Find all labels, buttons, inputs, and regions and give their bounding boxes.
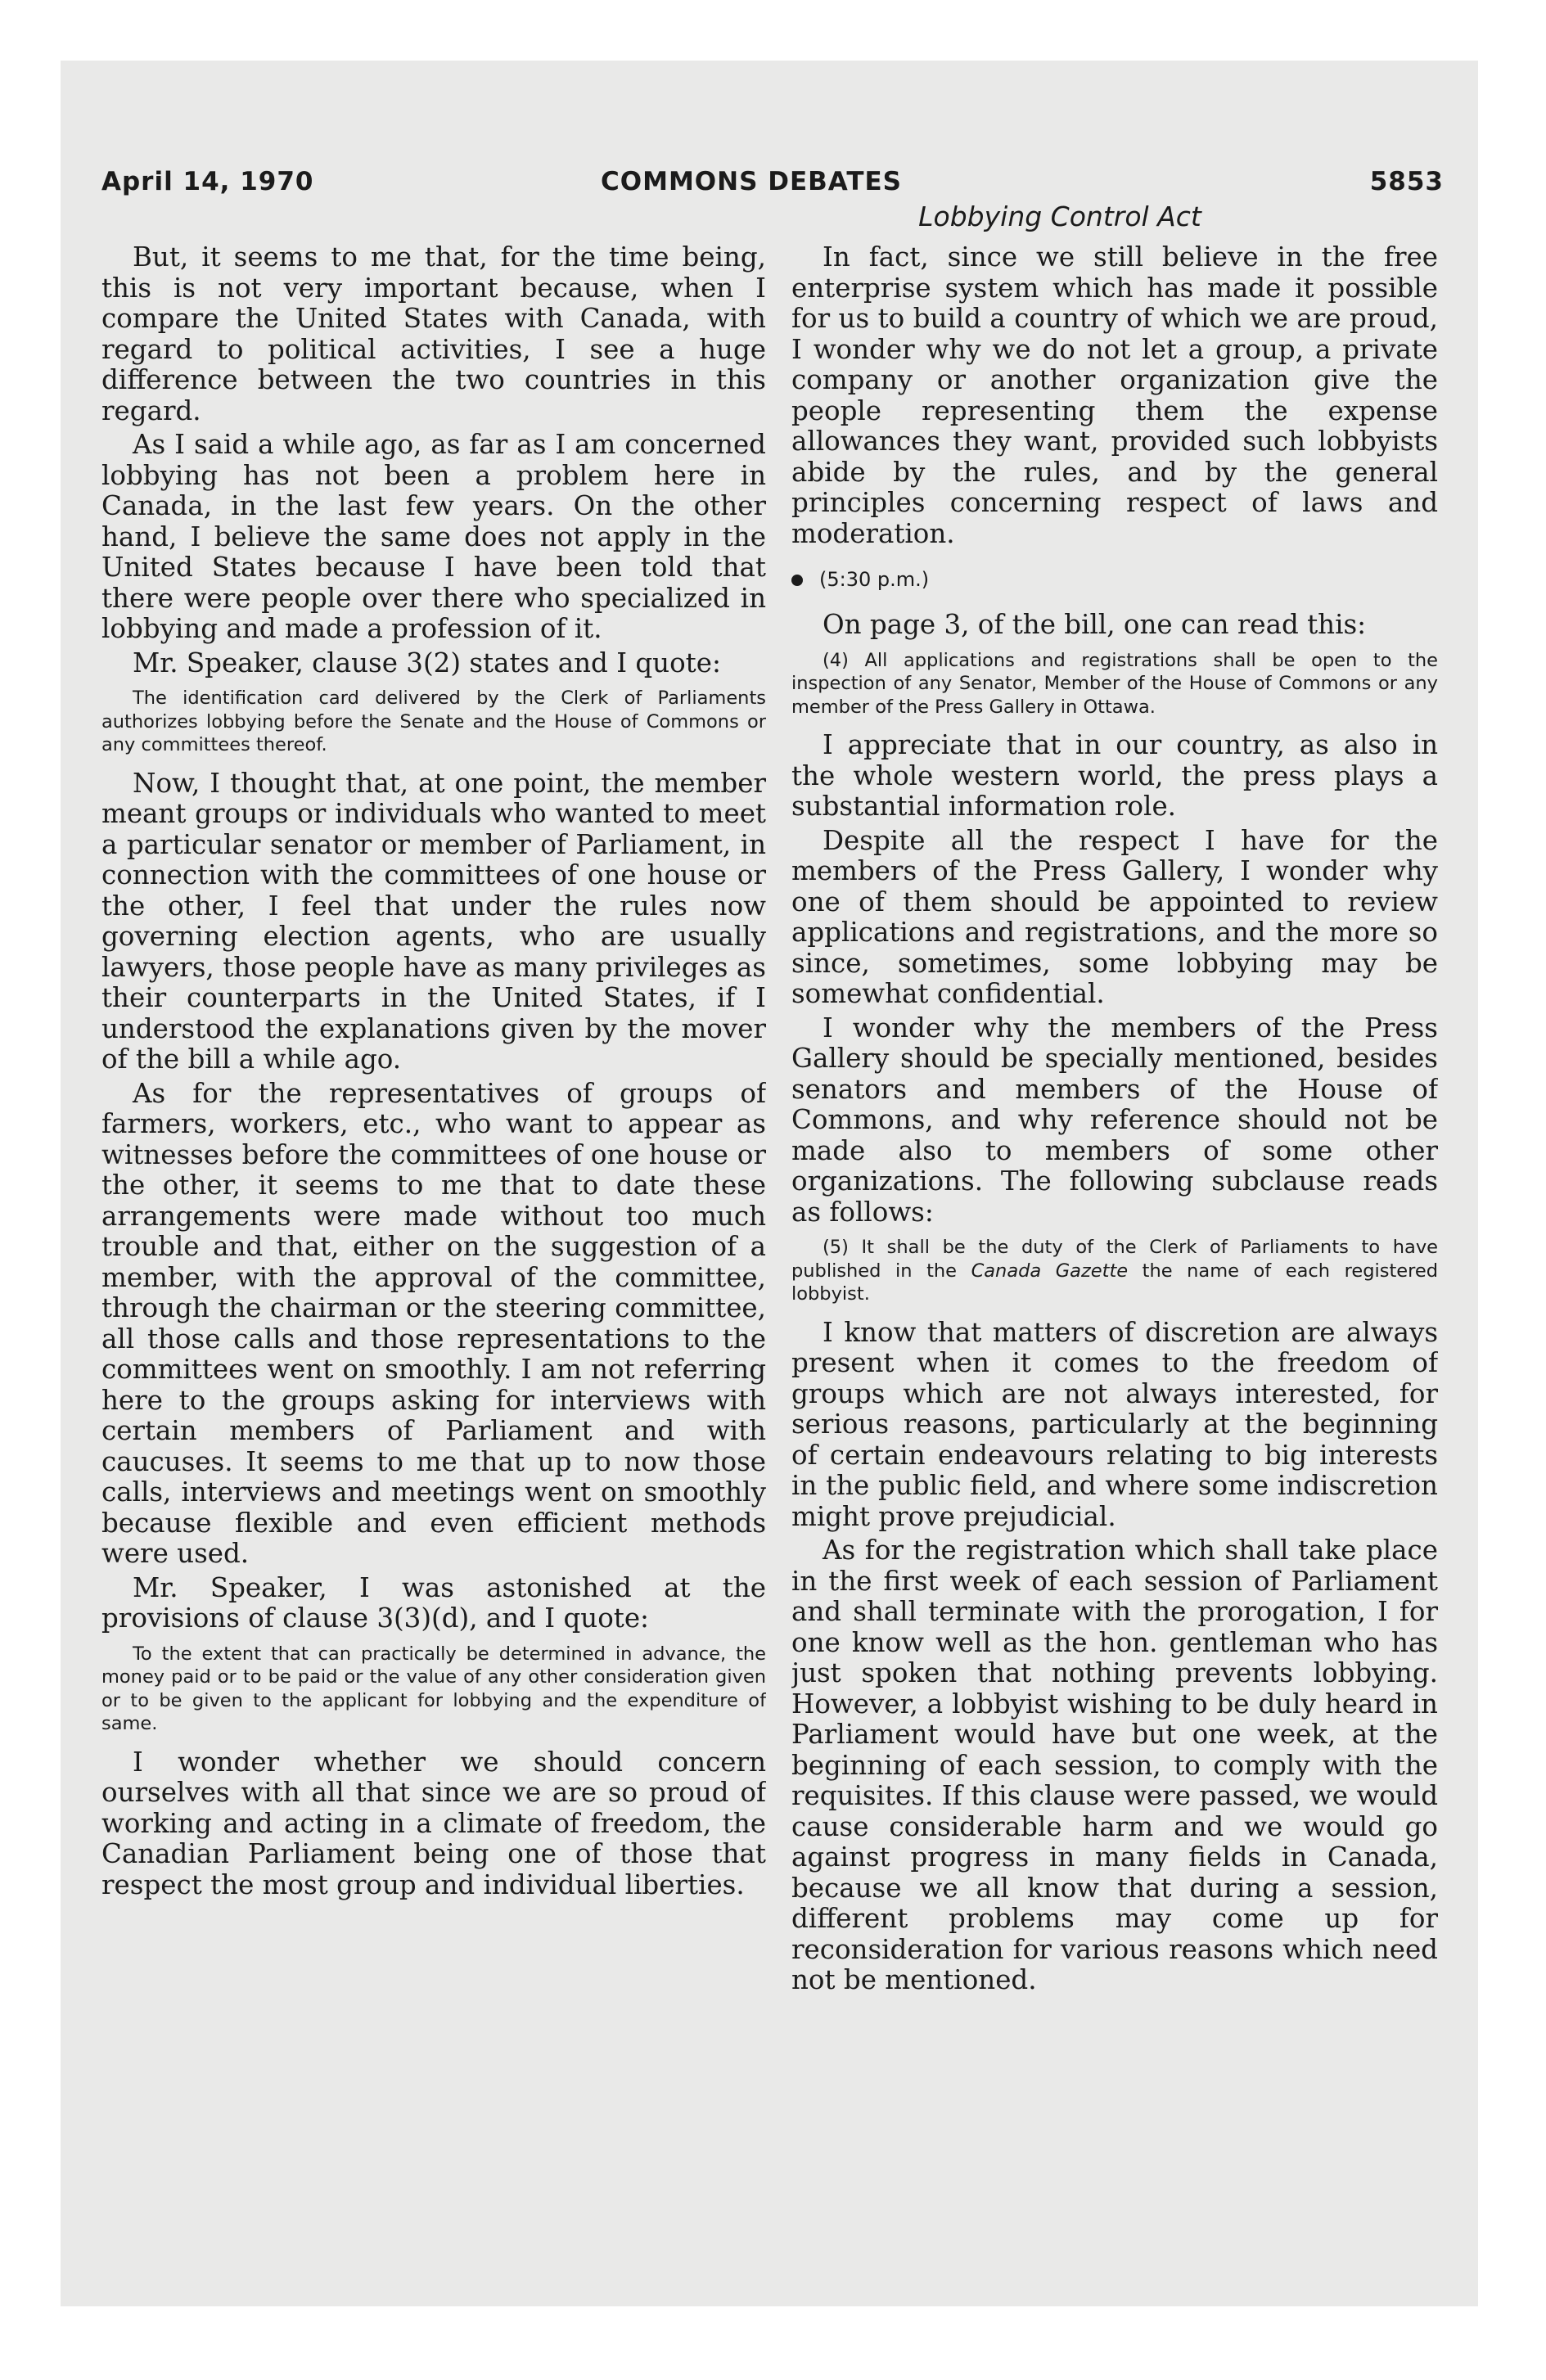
paragraph: Mr. Speaker, clause 3(2) states and I quote: (133, 647, 721, 678)
paragraph: I wonder why the members of the Press Gallery should be specially mentioned, besides senators and members of the House of Commons, and why reference should not be made also to members of some other organizations. The following subclause reads as follows: (791, 1012, 1438, 1228)
page-number: 5853 (1369, 167, 1444, 196)
paragraph: In fact, since we still believe in the free enterprise system which has made it possible for us to build a country of which we are proud, I wonder why we do not let a group, a private company or another organization give the people representing them the expense allowances they want, provided such lobbyists abide by the rules, and by the general principles concerning respect of laws and moderation. (791, 242, 1438, 549)
header-date: April 14, 1970 (101, 167, 314, 196)
paragraph: I know that matters of discretion are always present when it comes to the freedom of groups which are not always interested, for serious reasons, particularly at the beginning of certain endeavours relating to big interests in the public field, and where some indiscretion might prove prejudicial. (791, 1316, 1438, 1532)
quoted-clause (791, 1236, 1438, 1306)
paragraph: As I said a while ago, as far as I am concerned lobbying has not been a problem here in Canada, in the last few years. On the other hand, I believe the same does not apply in the United States because I have been told that there were people over there who specialized in lobbying and made a profession of it. (101, 429, 766, 644)
right-column (791, 242, 1438, 2092)
paragraph: I appreciate that in our country, as also in the whole western world, the press plays a substantial information role. (791, 729, 1438, 822)
paragraph: Now, I thought that, at one point, the member meant groups or individuals who wanted to meet a particular senator or member of Parliament, in connection with the committees of one house or the other, I feel that under the rules now governing election agents, who are usually lawyers, those people have as many privileges as their counterparts in the United States, if I understood the explanations given by the mover of the bill a while ago. (101, 767, 766, 1075)
bullet-icon (791, 575, 803, 586)
quote-text: (5) It shall be the duty of the Clerk of Parliaments to have published in the (791, 1237, 1438, 1282)
publication-title: Canada Gazette (971, 1260, 1129, 1282)
left-column (101, 242, 766, 2092)
quoted-clause: (4) All applications and registrations shall be open to the inspection of any Senator, Member of the House of Commons or any member of the Press Gallery in Ottawa. (791, 649, 1438, 718)
paragraph: As for the registration which shall take place in the first week of each session of Parliament and shall terminate with the prorogation, I for one know well as the hon. gentleman who has just spoken that nothing prevents lobbying. However, a lobbyist wishing to be duly heard in Parliament would have but one week, at the beginning of each session, to comply with the requisites. If this clause were passed, we would cause considerable harm and we would go against progress in many fields in Canada, because we all know that during a session, different problems may come up for reconsideration for various reasons which need not be mentioned. (791, 1535, 1438, 1995)
paragraph: As for the representatives of groups of farmers, workers, etc., who want to appear as witnesses before the committees of one house or the other, it seems to me that to date these arrangements were made without too much trouble and that, either on the suggestion of a member, with the approval of the committee, through the chairman or the steering committee, all those calls and those representations to the committees went on smoothly. I am not referring here to the groups asking for interviews with certain members of Parliament and with caucuses. It seems to me that up to now those calls, interviews and meetings went on smoothly because flexible and even efficient methods were used. (101, 1077, 766, 1569)
paragraph: Mr. Speaker, I was astonished at the provisions of clause 3(3)(d), and I quote: (101, 1571, 766, 1634)
time-marker (791, 567, 1438, 592)
quote-text: the name of each registered lobbyist. (791, 1260, 1438, 1305)
header-title: COMMONS DEBATES (601, 167, 902, 196)
running-head: Lobbying Control Act (918, 201, 1201, 232)
paragraph: I wonder whether we should concern ourselves with all that since we are so proud of working and acting in a climate of freedom, the Canadian Parliament being one of those that respect the most group and individual liberties. (101, 1746, 766, 1900)
time-stamp: (5:30 p.m.) (819, 568, 930, 591)
paragraph: On page 3, of the bill, one can read this: (823, 609, 1367, 640)
paragraph: But, it seems to me that, for the time being, this is not very important because, when I compare the United States with Canada, with regard to political activities, I see a huge difference between the two countries in this regard. (101, 242, 766, 426)
paragraph: Despite all the respect I have for the members of the Press Gallery, I wonder why one of them should be appointed to review applications and registrations, and the more so since, sometimes, some lobbying may be somewhat confidential. (791, 824, 1438, 1009)
quoted-clause: The identification card delivered by the Clerk of Parliaments authorizes lobbying before the Senate and the House of Commons or any committees thereof. (101, 687, 766, 755)
quoted-clause: To the extent that can practically be determined in advance, the money paid or to be paid or the value of any other consideration given or to be given to the applicant for lobbying and the expenditure of same. (101, 1643, 766, 1734)
